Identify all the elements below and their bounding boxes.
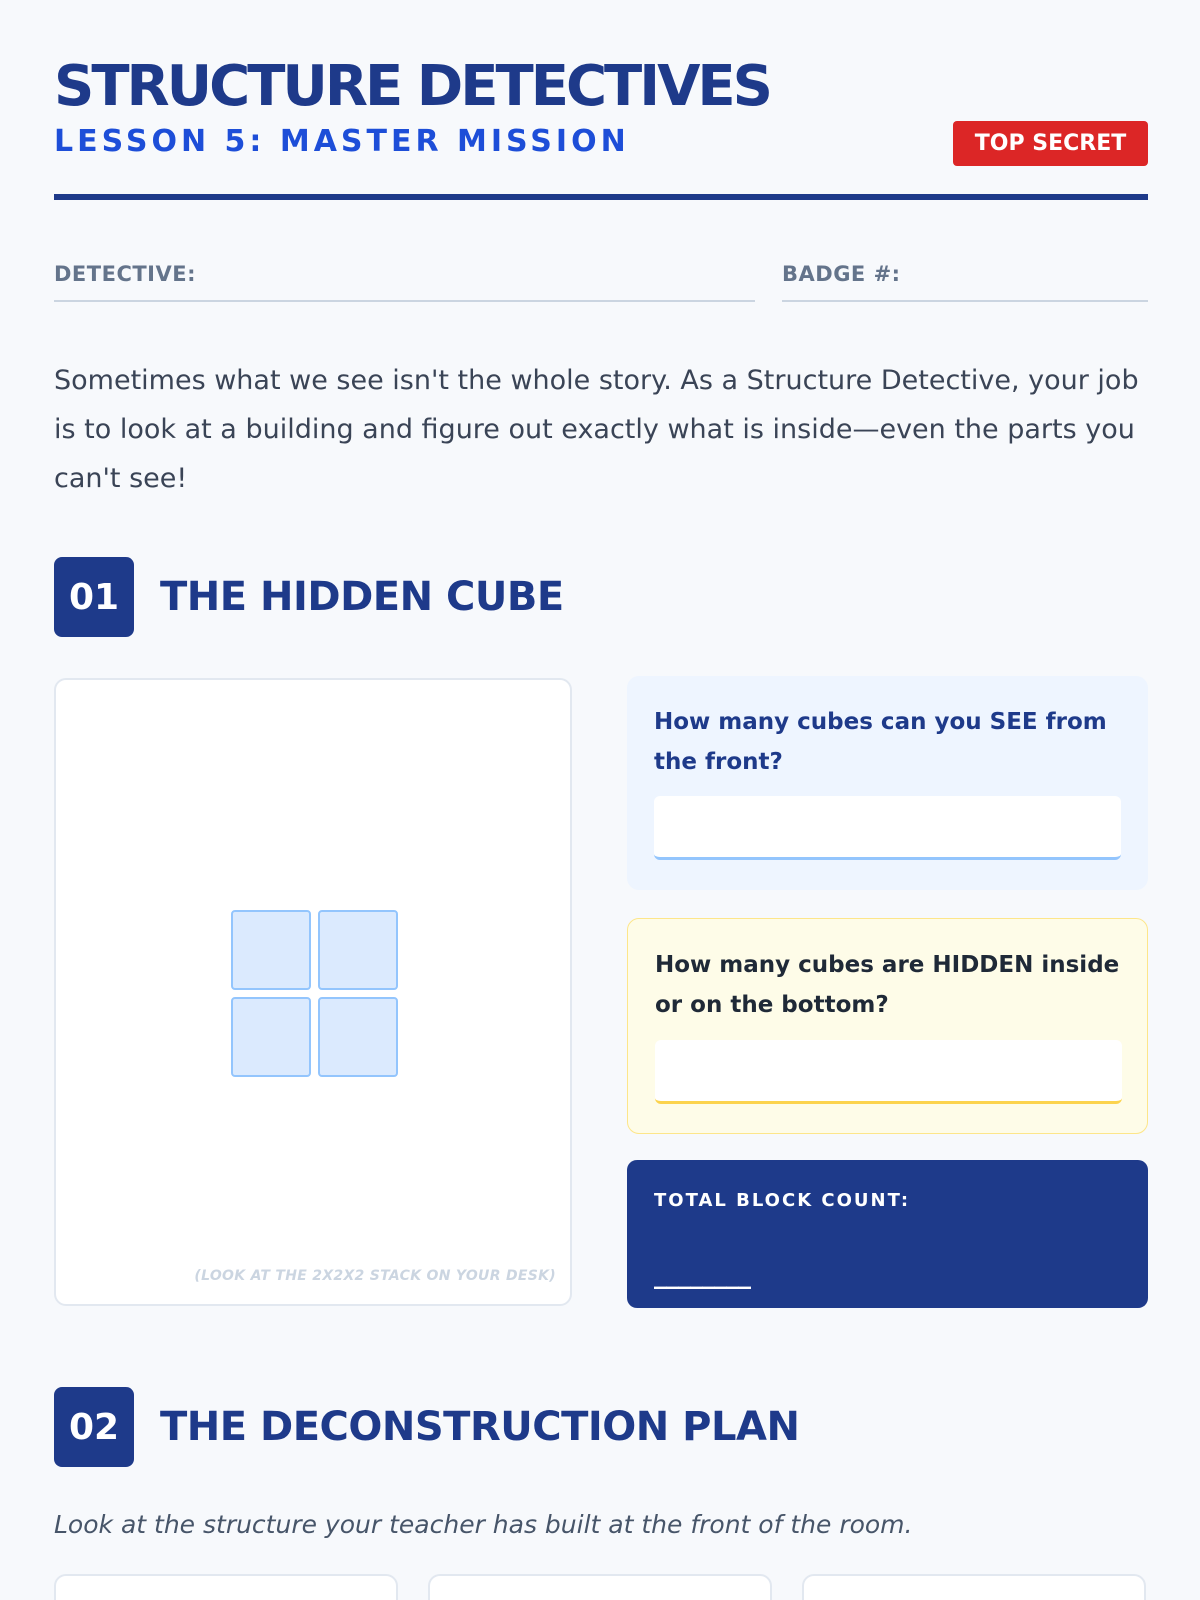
plan-card-3 [802, 1574, 1146, 1600]
total-block-count-box [627, 1160, 1148, 1308]
detective-label: DETECTIVE: [54, 262, 196, 286]
lesson-subtitle: LESSON 5: MASTER MISSION [54, 124, 630, 159]
plan-card-2 [428, 1574, 772, 1600]
cube-bottom-right [318, 997, 398, 1077]
section-2-intro: Look at the structure your teacher has built at the front of the room. [54, 1510, 913, 1539]
section-2-number: 02 [54, 1387, 134, 1467]
cube-bottom-left [231, 997, 311, 1077]
detective-name-field[interactable] [54, 300, 755, 302]
visible-cubes-answer-field[interactable] [654, 796, 1121, 860]
card-hint: (LOOK AT THE 2X2X2 STACK ON YOUR DESK) [194, 1268, 556, 1284]
plan-card-1 [54, 1574, 398, 1600]
badge-number-label: BADGE #: [782, 262, 901, 286]
section-1-title: THE HIDDEN CUBE [160, 574, 564, 620]
hidden-cubes-question [627, 918, 1148, 1134]
section-2-title: THE DECONSTRUCTION PLAN [160, 1404, 800, 1450]
intro-paragraph: Sometimes what we see isn't the whole story. As a Structure Detective, your job is to look at a building and figure out exactly what is inside—even the parts you can't see! [54, 365, 1139, 494]
worksheet-page [54, 0, 1148, 1600]
section-1-number: 01 [54, 557, 134, 637]
total-block-count-blank[interactable]: ________ [654, 1260, 750, 1290]
cube-top-right [318, 910, 398, 990]
total-block-count-label: TOTAL BLOCK COUNT: [654, 1190, 911, 1211]
visible-cubes-question-text: How many cubes can you SEE from the front? [654, 709, 1107, 775]
hidden-cube-card [54, 678, 572, 1306]
visible-cubes-question [627, 676, 1148, 890]
cube-top-left [231, 910, 311, 990]
badge-number-field[interactable] [782, 300, 1148, 302]
top-secret-badge: TOP SECRET [953, 121, 1148, 166]
page-title: STRUCTURE DETECTIVES [54, 54, 771, 119]
hidden-cubes-question-text: How many cubes are HIDDEN inside or on the bottom? [655, 952, 1120, 1018]
header-divider [54, 194, 1148, 200]
hidden-cubes-answer-field[interactable] [655, 1040, 1122, 1104]
